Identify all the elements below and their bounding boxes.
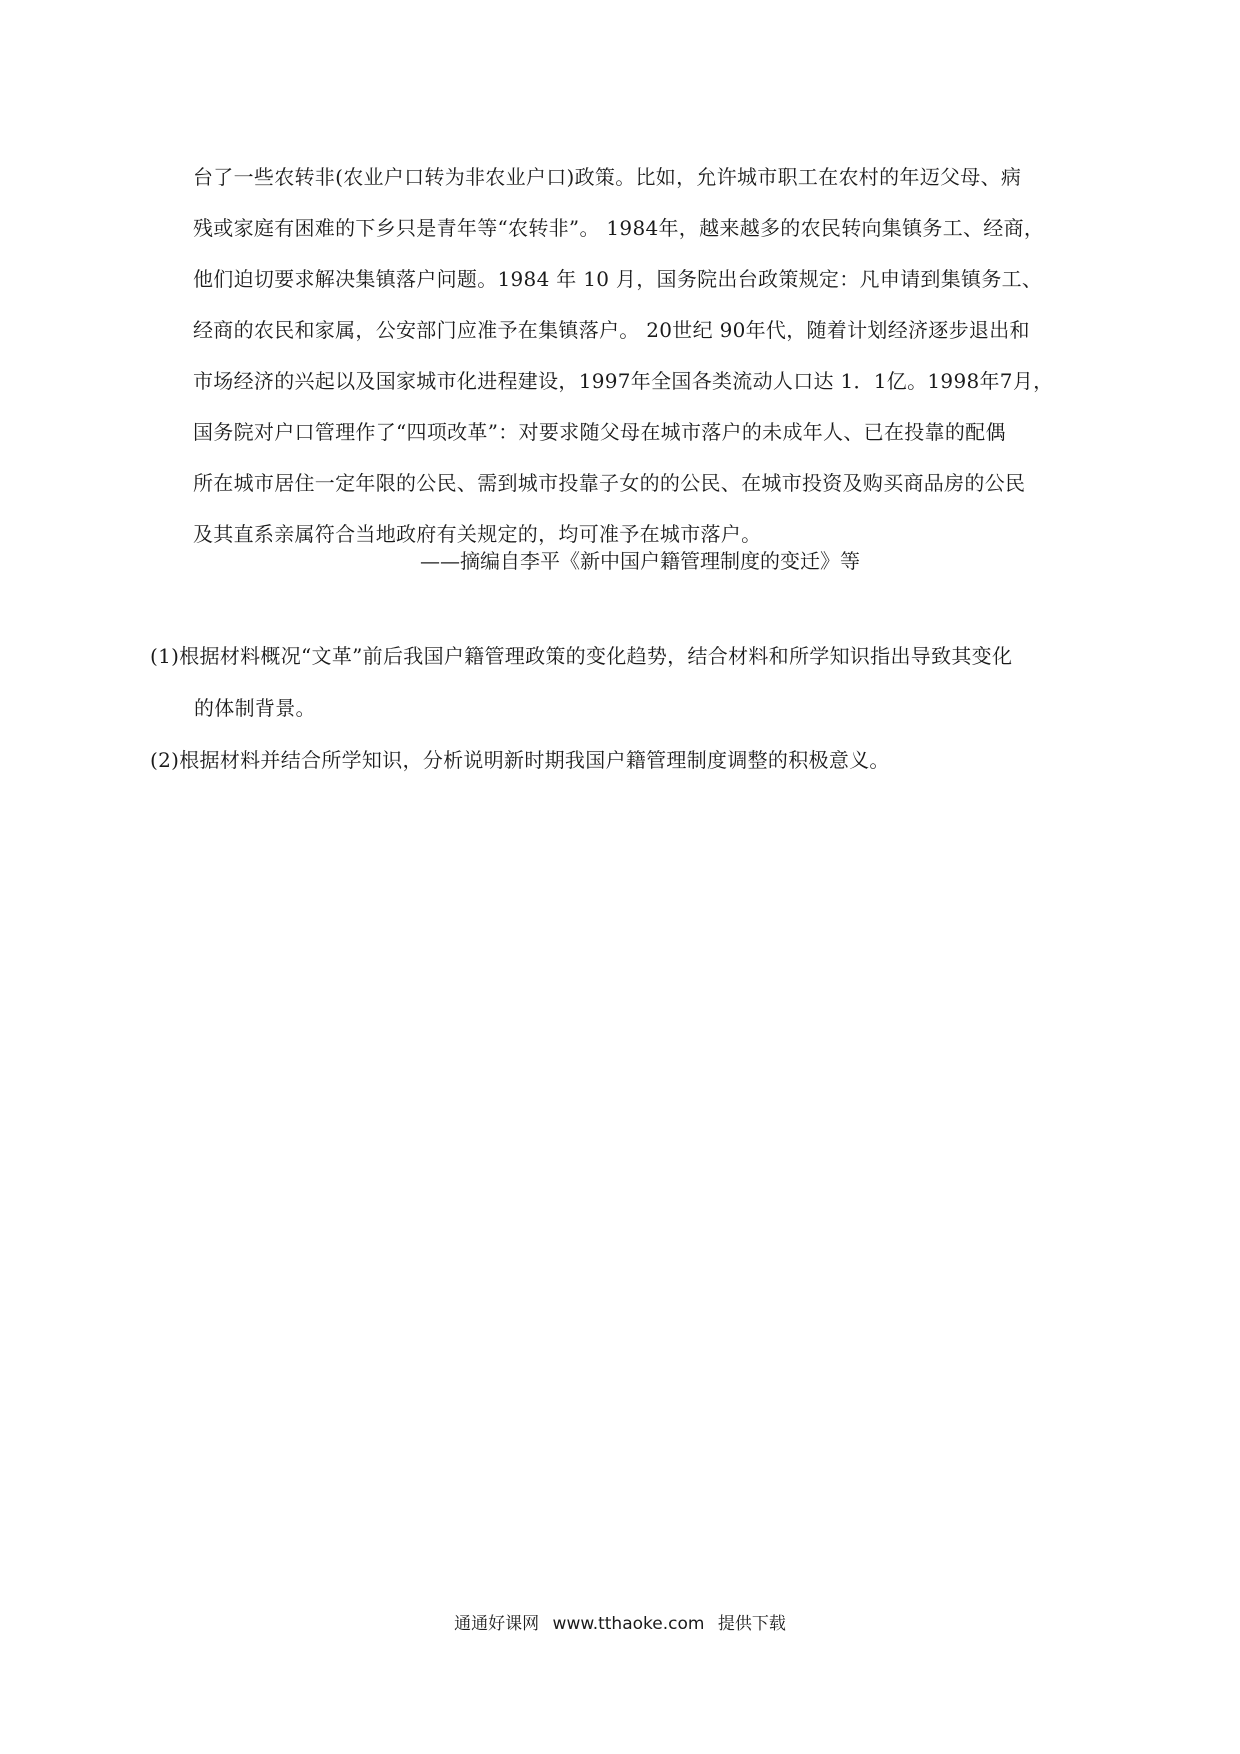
- question-2: (2)根据材料并结合所学知识，分析说明新时期我国户籍管理制度调整的积极意义。: [150, 748, 890, 772]
- footer-suffix: 提供下载: [717, 1614, 786, 1634]
- material-line: 所在城市居住一定年限的公民、需到城市投靠子女的的公民、在城市投资及购买商品房的公民: [193, 471, 1026, 495]
- footer-site-name: 通通好课网: [454, 1614, 540, 1634]
- material-line: 他们迫切要求解决集镇落户问题。1984 年 10 月，国务院出台政策规定：凡申请到集镇务工、: [193, 267, 1043, 291]
- material-line: 国务院对户口管理作了“四项改革”：对要求随父母在城市落户的未成年人、已在投靠的配偶: [193, 420, 1006, 444]
- question-1-continuation: 的体制背景。: [194, 696, 316, 720]
- material-line: 台了一些农转非(农业户口转为非农业户口)政策。比如，允许城市职工在农村的年迈父母、病: [193, 165, 1022, 189]
- material-line: 残或家庭有困难的下乡只是青年等“农转非”。 1984年，越来越多的农民转向集镇务工、经商，: [193, 216, 1045, 240]
- questions-section: [150, 630, 1100, 786]
- material-line: 及其直系亲属符合当地政府有关规定的，均可准予在城市落户。: [193, 522, 762, 546]
- page-footer: [0, 1612, 1240, 1636]
- question-1: (1)根据材料概况“文革”前后我国户籍管理政策的变化趋势，结合材料和所学知识指出导致其变化: [150, 644, 1013, 668]
- material-line: 经商的农民和家属，公安部门应准予在集镇落户。 20世纪 90年代，随着计划经济逐步退出和: [193, 318, 1030, 342]
- material-source-citation: ——摘编自李平《新中国户籍管理制度的变迁》等: [420, 549, 860, 573]
- material-passage: [193, 152, 1093, 560]
- material-line: 市场经济的兴起以及国家城市化进程建设，1997年全国各类流动人口达 1．1亿。1998年7月，: [193, 369, 1054, 393]
- footer-url-link[interactable]: www.tthaoke.com: [552, 1614, 705, 1634]
